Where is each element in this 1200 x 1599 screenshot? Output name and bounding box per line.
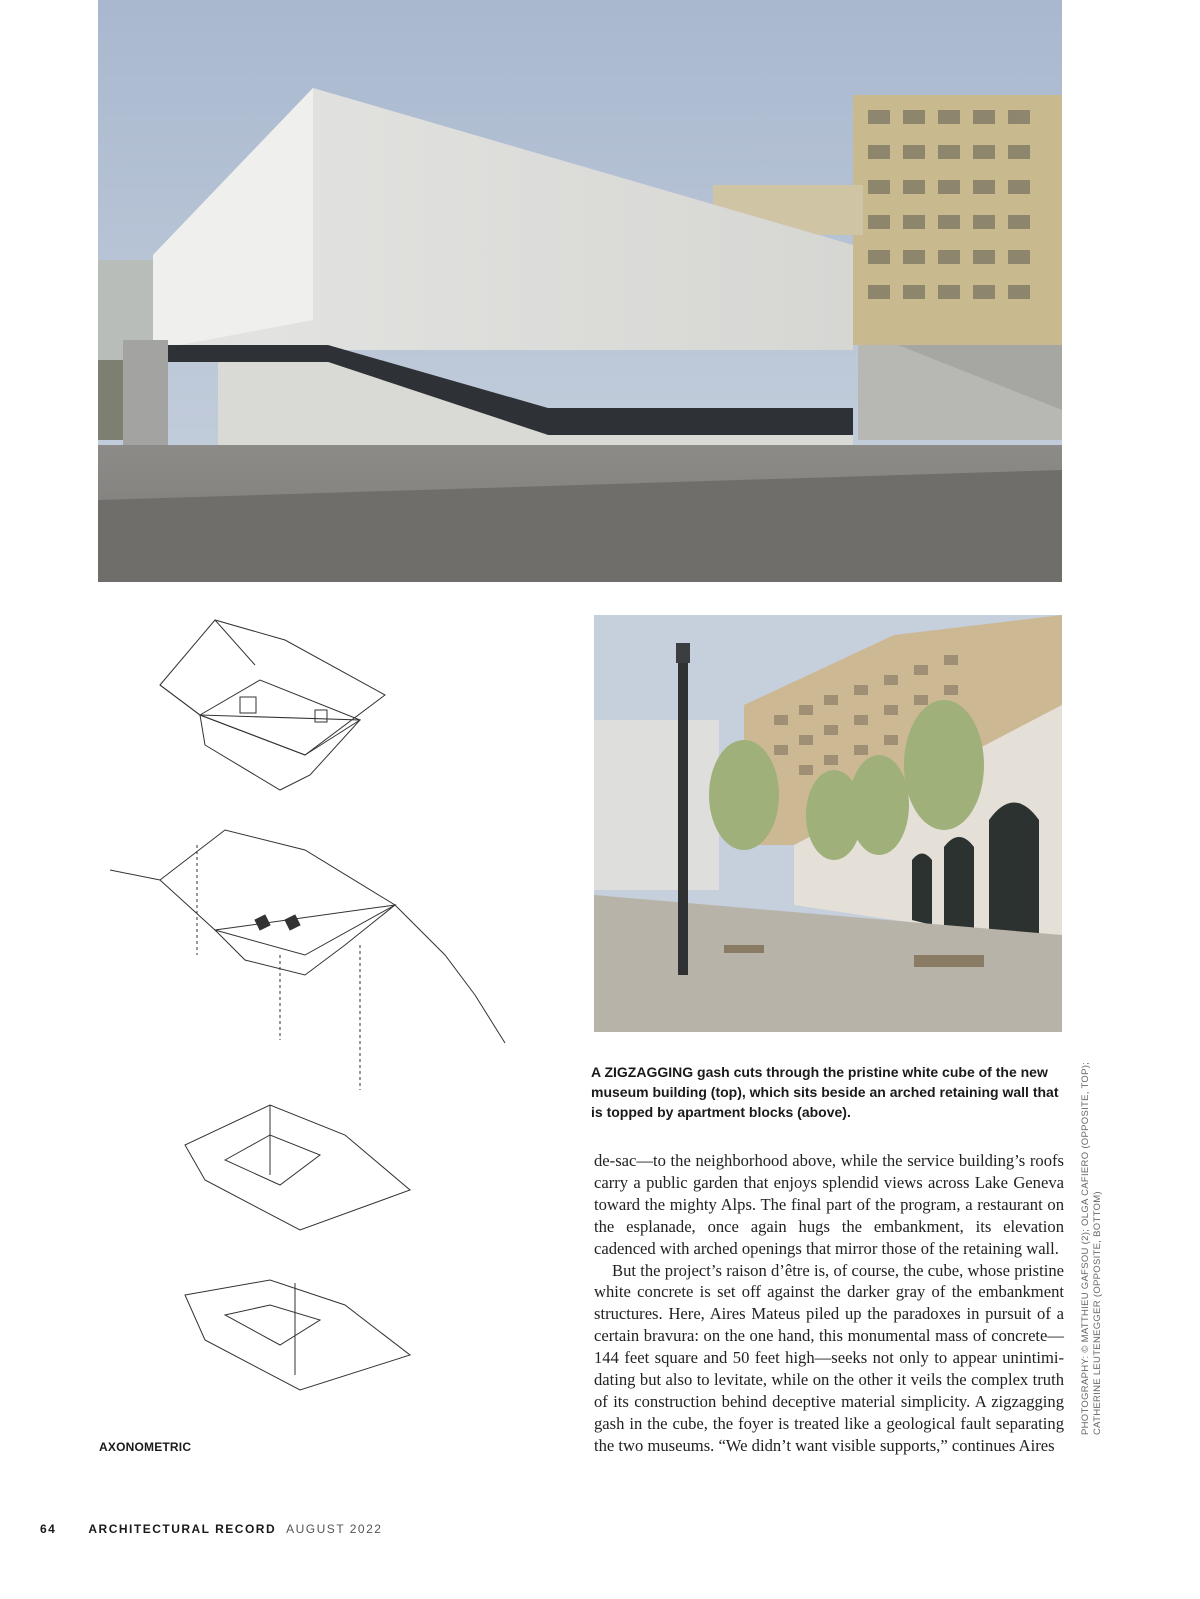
axonometric-level-galleries (185, 1105, 410, 1230)
credits-line-2: CATHERINE LEUTENEGGER (OPPOSITE, BOTTOM) (1092, 1191, 1103, 1435)
page-number: 64 (40, 1522, 57, 1536)
museum-cube-photo (98, 0, 1062, 582)
axonometric-level-roof (160, 620, 385, 790)
credits-line-1: PHOTOGRAPHY: © MATTHIEU GAFSOU (2); OLGA CAFIERO (OPPOSITE, TOP); (1080, 1061, 1091, 1435)
body-paragraph: But the project’s raison d’être is, of course, the cube, whose pristine white concrete is set off against the darker gray of the embankment structures. Here, Aires Mateus piled up the paradoxes in pursuit of a certain bravura: on the one hand, this monumental mass of concrete—144 feet square and 50 feet high—seeks not only to appear unintimi-dating but also to levitate, while on the other it veils the complex truth of its construction behind deceptive material simplicity. A zigzagging gash in the cube, the foyer is treated like a geological fault separating the two museums. “We didn’t want visible supports,” continues Aires (594, 1260, 1064, 1455)
axonometric-drawing (105, 615, 515, 1415)
courtyard-photo (594, 615, 1062, 1032)
caption-lead: A ZIGZAGGING (591, 1064, 694, 1080)
hero-photo (98, 0, 1062, 582)
photo-caption (591, 1062, 1061, 1122)
photo-credits (1080, 1061, 1104, 1435)
issue-date: AUGUST 2022 (286, 1522, 383, 1536)
article-body (594, 1150, 1064, 1457)
esplanade-photo (594, 615, 1062, 1032)
magazine-name: ARCHITECTURAL RECORD (88, 1522, 277, 1536)
page-footer (40, 1522, 382, 1536)
axonometric-label: AXONOMETRIC (99, 1440, 192, 1454)
caption-text: gash cuts through the pristine white cube of the new museum building (top), which sits beside an arched retaining wall that is topped by apartment blocks (above). (591, 1064, 1059, 1120)
axonometric-level-basement (185, 1280, 410, 1390)
axonometric-level-gash (110, 830, 505, 1090)
body-paragraph: de-sac—to the neighborhood above, while the service building’s roofs carry a public garden that enjoys splendid views across Lake Geneva toward the mighty Alps. The final part of the program, a restaurant on the esplanade, once again hugs the embankment, its elevation cadenced with arched openings that mirror those of the retaining wall. (594, 1151, 1064, 1258)
